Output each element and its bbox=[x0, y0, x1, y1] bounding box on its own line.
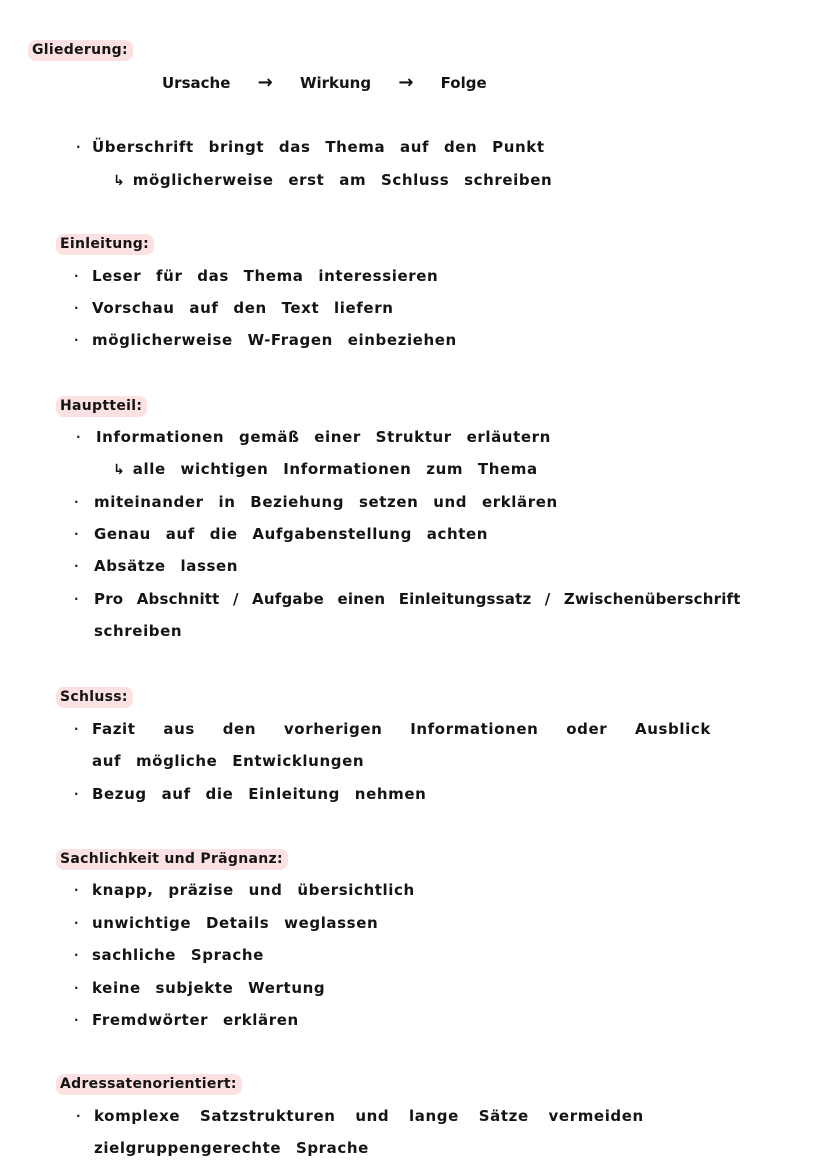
bullet-icon: · bbox=[74, 948, 79, 962]
list-item: Fremdwörter erklären bbox=[92, 1011, 299, 1029]
list-item: möglicherweise W-Fragen einbeziehen bbox=[92, 331, 457, 349]
list-item: Pro Abschnitt / Aufgabe einen Einleitungssatz / Zwischenüberschrift bbox=[94, 590, 741, 608]
heading-hauptteil: Hauptteil: bbox=[56, 396, 147, 417]
bullet-icon: · bbox=[74, 301, 79, 315]
list-item-continuation: auf mögliche Entwicklungen bbox=[92, 752, 365, 770]
heading-gliederung: Gliederung: bbox=[28, 40, 133, 61]
bullet-icon: · bbox=[74, 883, 79, 897]
list-item: Absätze lassen bbox=[94, 557, 239, 575]
bullet-icon: · bbox=[76, 140, 81, 154]
list-item-sub: ↳ alle wichtigen Informationen zum Thema bbox=[113, 460, 538, 478]
list-item: Leser für das Thema interessieren bbox=[92, 267, 439, 285]
flow-ursache: Ursache bbox=[162, 74, 231, 92]
heading-sachlichkeit: Sachlichkeit und Prägnanz: bbox=[56, 849, 288, 870]
list-item: Informationen gemäß einer Struktur erläutern bbox=[96, 428, 551, 446]
bullet-icon: · bbox=[74, 333, 79, 347]
bullet-icon: · bbox=[74, 495, 79, 509]
list-item: sachliche Sprache bbox=[92, 946, 264, 964]
bullet-icon: · bbox=[74, 269, 79, 283]
bullet-icon: · bbox=[74, 592, 79, 606]
bullet-icon: · bbox=[76, 1109, 81, 1123]
bullet-icon: · bbox=[74, 916, 79, 930]
list-item: Überschrift bringt das Thema auf den Punkt bbox=[92, 138, 545, 156]
list-item: Fazit aus den vorherigen Informationen oder Ausblick bbox=[92, 720, 711, 738]
list-item: Genau auf die Aufgabenstellung achten bbox=[94, 525, 489, 543]
bullet-icon: · bbox=[76, 430, 81, 444]
flow-wirkung: Wirkung bbox=[299, 74, 372, 92]
cause-effect-flow bbox=[162, 72, 487, 94]
list-item: Bezug auf die Einleitung nehmen bbox=[92, 785, 427, 803]
arrow-right-icon: → bbox=[257, 72, 273, 93]
bullet-icon: · bbox=[74, 787, 79, 801]
bullet-icon: · bbox=[74, 559, 79, 573]
bullet-icon: · bbox=[74, 722, 79, 736]
list-item: keine subjekte Wertung bbox=[92, 979, 326, 997]
heading-schluss: Schluss: bbox=[56, 687, 133, 708]
bullet-icon: · bbox=[74, 1013, 79, 1027]
heading-adressatenorientiert: Adressatenorientiert: bbox=[56, 1074, 242, 1095]
list-item-sub: ↳ möglicherweise erst am Schluss schreiben bbox=[113, 171, 553, 189]
list-item-continuation: zielgruppengerechte Sprache bbox=[94, 1139, 369, 1157]
bullet-icon: · bbox=[74, 527, 79, 541]
flow-folge: Folge bbox=[440, 74, 487, 92]
sub-arrow-icon: ↳ bbox=[113, 462, 125, 478]
list-item: knapp, präzise und übersichtlich bbox=[92, 881, 415, 899]
list-item: komplexe Satzstrukturen und lange Sätze vermeiden bbox=[94, 1107, 644, 1125]
sub-arrow-icon: ↳ bbox=[113, 173, 125, 189]
list-item: Vorschau auf den Text liefern bbox=[92, 299, 394, 317]
list-item: unwichtige Details weglassen bbox=[92, 914, 379, 932]
heading-einleitung: Einleitung: bbox=[56, 234, 154, 255]
list-item-continuation: schreiben bbox=[94, 622, 183, 640]
list-item: miteinander in Beziehung setzen und erklären bbox=[94, 493, 558, 511]
bullet-icon: · bbox=[74, 981, 79, 995]
arrow-right-icon: → bbox=[398, 72, 414, 93]
